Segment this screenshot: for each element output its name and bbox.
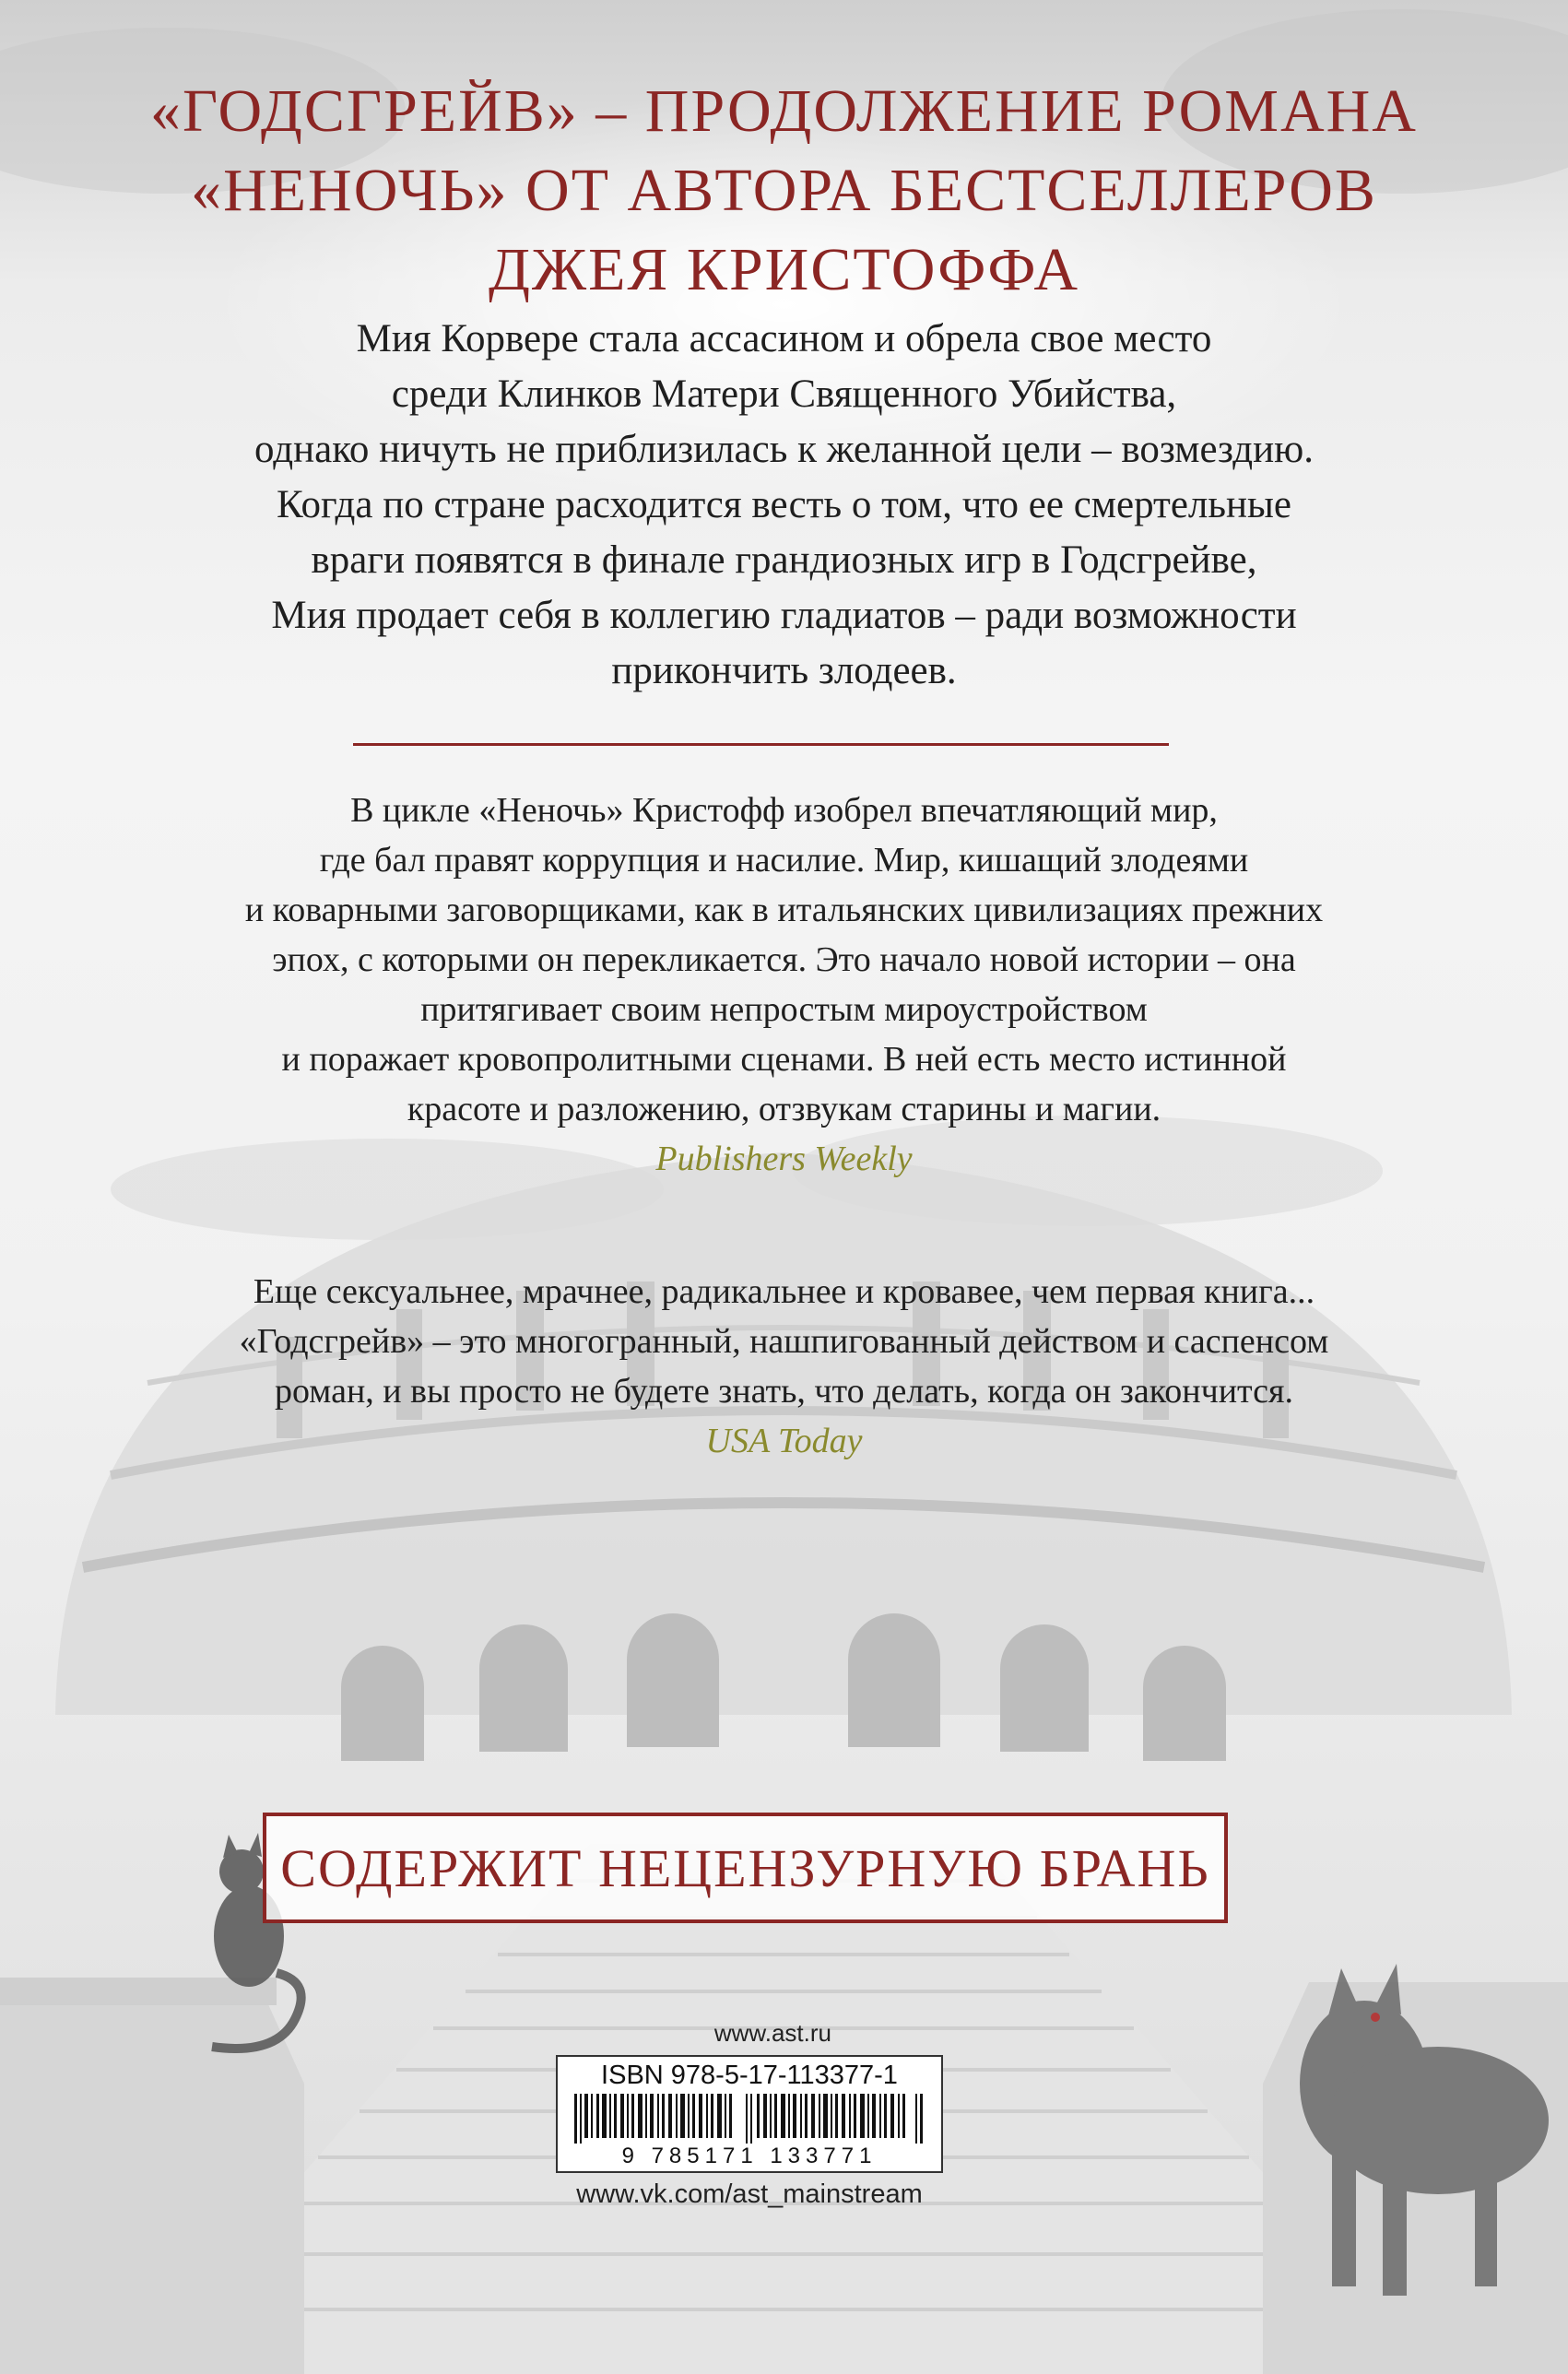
- headline: [55, 72, 1513, 310]
- review-line: Еще сексуальнее, мрачнее, радикальнее и кровавее, чем первая книга...: [253, 1272, 1315, 1311]
- barcode-icon: [574, 2094, 928, 2147]
- review-line: роман, и вы просто не будете знать, что делать, когда он закончится.: [275, 1372, 1293, 1411]
- review-quote: [55, 785, 1513, 1184]
- review-source: USA Today: [705, 1422, 863, 1460]
- headline-line: «НЕНОЧЬ» ОТ АВТОРА БЕСТСЕЛЛЕРОВ: [191, 157, 1377, 224]
- review-line: «Годсгрейв» – это многогранный, нашпигованный действом и саспенсом: [239, 1322, 1329, 1361]
- review-line: В цикле «Неночь» Кристофф изобрел впечатляющий мир,: [350, 791, 1218, 830]
- synopsis-line: прикончить злодеев.: [611, 649, 957, 692]
- review-line: эпох, с которыми он перекликается. Это начало новой истории – она: [272, 940, 1296, 979]
- review-quote: [55, 1267, 1513, 1466]
- content-warning-box: [263, 1813, 1228, 1923]
- content-warning-text: СОДЕРЖИТ НЕЦЕНЗУРНУЮ БРАНЬ: [280, 1837, 1210, 1898]
- review-line: где бал правят коррупция и насилие. Мир, кишащий злодеями: [319, 841, 1249, 880]
- isbn-number: ISBN 978-5-17-113377-1: [601, 2061, 898, 2090]
- isbn-barcode: [556, 2055, 943, 2173]
- review-line: и поражает кровопролитными сценами. В ней есть место истинной: [281, 1040, 1287, 1079]
- headline-line: «ГОДСГРЕЙВ» – ПРОДОЛЖЕНИЕ РОМАНА: [150, 77, 1418, 145]
- review-source: Publishers Weekly: [655, 1140, 913, 1178]
- synopsis-line: среди Клинков Матери Священного Убийства,: [391, 372, 1177, 416]
- publisher-site: www.ast.ru: [713, 2019, 831, 2047]
- synopsis: [55, 312, 1513, 699]
- synopsis-line: Когда по стране расходится весть о том, что ее смертельные: [277, 483, 1291, 526]
- publisher-vk-link: www.vk.com/ast_mainstream: [576, 2179, 923, 2209]
- review-line: красоте и разложению, отзвукам старины и магии.: [407, 1090, 1161, 1128]
- review-line: притягивает своим непростым мироустройством: [420, 990, 1148, 1029]
- synopsis-line: Мия Корвере стала ассасином и обрела свое место: [356, 317, 1212, 360]
- synopsis-line: враги появятся в финале грандиозных игр в Годсгрейве,: [311, 538, 1257, 582]
- divider: [353, 743, 1169, 746]
- barcode-digits: 9 785171 133771: [558, 2144, 941, 2169]
- headline-line: ДЖЕЯ КРИСТОФФА: [488, 236, 1080, 303]
- review-line: и коварными заговорщиками, как в итальянских цивилизациях прежних: [244, 891, 1324, 929]
- synopsis-line: Мия продает себя в коллегию гладиатов – ради возможности: [271, 594, 1297, 637]
- synopsis-line: однако ничуть не приблизилась к желанной цели – возмездию.: [253, 428, 1315, 471]
